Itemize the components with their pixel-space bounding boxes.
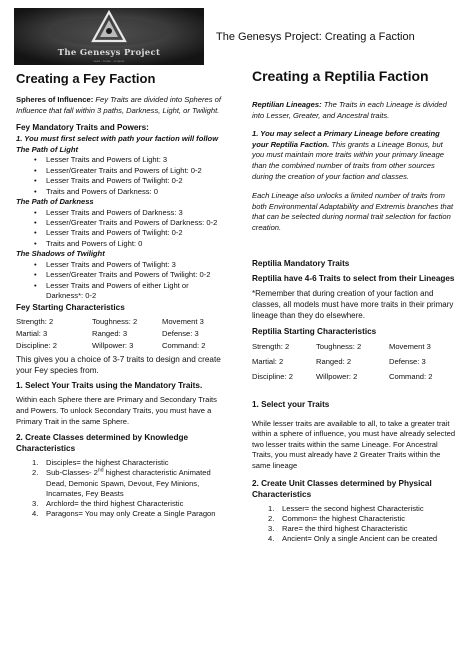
path-item: • Lesser Traits and Powers of Twilight: 0-2 <box>46 176 226 186</box>
stat: Movement 3 <box>162 317 204 327</box>
path-item: • Lesser/Greater Traits and Powers of Darkness: 0-2 <box>46 218 226 228</box>
fey-step1-text: Within each Sphere there are Primary and Secondary Traits and Powers. To unlock Secondary Traits, you must have a Primary Trait in the same Sphere. <box>16 395 217 426</box>
path-item: • Lesser Traits and Powers of Twilight: 3 <box>46 260 226 270</box>
fey-mandatory-heading: Fey Mandatory Traits and Powers: <box>16 123 149 133</box>
path-item: • Lesser/Greater Traits and Powers of Light: 0-2 <box>46 166 226 176</box>
reptilia-traits-heading: Reptilia have 4-6 Traits to select from their Lineages <box>252 273 455 283</box>
path-name: The Shadows of Twilight <box>16 249 105 259</box>
reptilia-primary-paragraph: 1. You may select a Primary Lineage before creating your Reptilia Faction. This grants a Lineage Bonus, but you must maintain more traits within your primary lineage than the combined number of traits from other sources during the creation of your faction and classes. <box>252 129 445 181</box>
stat: Martial: 2 <box>252 356 284 366</box>
fey-classes-list <box>16 458 226 519</box>
path-name: The Path of Light <box>16 144 79 154</box>
stat: Command: 2 <box>162 341 206 351</box>
fey-path-light <box>16 145 226 197</box>
fey-starting-heading: Fey Starting Characteristics <box>16 303 125 313</box>
stat: Movement 3 <box>389 341 431 351</box>
reptilia-step1-text: While lesser traits are available to all, to take a greater trait within a sphere of influence, you must have already selected two lesser traits within the same Lineage. For Ancestral Traits, you must already have 2 Greater Traits within the same lineage <box>252 418 456 470</box>
stat: Toughness: 2 <box>316 341 362 351</box>
reptilia-lineages-paragraph: Reptilian Lineages: The Traits in each Lineage is divided into Lesser, Greater, and Ancestral traits. <box>252 100 447 120</box>
stat: Martial: 3 <box>16 329 48 339</box>
reptilia-remember-text: *Remember that during creation of your faction and classes, all models must have more traits in their primary lineage than they do elsewhere. <box>252 288 454 320</box>
banner-subtitle: seed · create · conquer <box>93 59 125 63</box>
reptilia-extremis-paragraph: Each Lineage also unlocks a limited number of traits from both Environmental Adaptability and Extremis branches that that can be selected during normal trait selection for faction creation. <box>252 191 454 232</box>
reptilia-mandatory-heading: Reptilia Mandatory Traits <box>252 258 350 268</box>
list-item: 4. Paragons= You may only Create a Single Paragon <box>32 509 216 519</box>
page-header-title: The Genesys Project: Creating a Faction <box>216 31 415 43</box>
path-item: • Lesser Traits and Powers of Light: 3 <box>46 155 226 165</box>
path-item: • Lesser Traits and Powers of either Light or Darkness*: 0-2 <box>46 281 226 302</box>
list-item: 3. Rare= the third highest Characteristic <box>268 523 408 533</box>
fey-spheres-paragraph: Spheres of Influence: Fey Traits are divided into Spheres of Influence that fall within 3 paths, Darkness, Light, or Twilight. <box>16 95 221 115</box>
stat: Ranged: 2 <box>316 356 352 366</box>
stat: Willpower: 3 <box>92 341 134 351</box>
reptilia-starting-heading: Reptilia Starting Characteristics <box>252 326 377 336</box>
stat: Strength: 2 <box>16 317 54 327</box>
stat: Strength: 2 <box>252 341 290 351</box>
banner-title: The Genesys Project <box>57 48 161 58</box>
stat: Discipline: 2 <box>252 371 293 381</box>
list-item: 3. Archlord= the third highest Characteristic <box>32 499 184 509</box>
stat: Defense: 3 <box>162 329 199 339</box>
stat: Command: 2 <box>389 371 433 381</box>
path-item: • Lesser Traits and Powers of Darkness: 3 <box>46 208 226 218</box>
fey-stats-grid <box>16 316 226 352</box>
path-name: The Path of Darkness <box>16 197 94 206</box>
reptilia-step2-heading: 2. Create Unit Classes determined by Physical Characteristics <box>252 478 432 499</box>
stat: Discipline: 2 <box>16 341 57 351</box>
list-item: 1. Lesser= the second highest Characteristic <box>268 503 424 513</box>
list-item: 1. Disciples= the highest Characteristic <box>32 458 169 468</box>
stat: Defense: 3 <box>389 356 426 366</box>
reptilia-title: Creating a Reptilia Faction <box>252 68 429 84</box>
fey-choice-text: This gives you a choice of 3-7 traits to design and create your Fey species from. <box>16 355 221 376</box>
list-item: 2. Common= the highest Characteristic <box>268 513 406 523</box>
reptilia-section <box>252 67 457 544</box>
list-item: 4. Ancient= Only a single Ancient can be created <box>268 534 438 544</box>
reptilia-stats-grid <box>252 341 457 383</box>
path-item: • Lesser Traits and Powers of Twilight: 0-2 <box>46 228 226 238</box>
genesys-project-logo <box>14 8 204 65</box>
fey-mandatory-note: 1. You must first select with path your faction will follow <box>16 134 219 144</box>
fey-step1-heading: 1. Select Your Traits using the Mandatory Traits. <box>16 381 203 391</box>
stat: Toughness: 2 <box>92 317 138 327</box>
fey-step2-heading: 2. Create Classes determined by Knowledge Characteristics <box>16 433 188 454</box>
list-item: 2. Sub-Classes- 2nd highest characteristic Animated Dead, Demonic Spawn, Devout, Fey Minions, Incarnates, Fey Beasts <box>32 467 211 498</box>
reptilia-classes-list <box>252 504 457 545</box>
stat: Willpower: 2 <box>316 371 358 381</box>
fey-path-twilight <box>16 249 226 301</box>
reptilia-step1-heading: 1. Select your Traits <box>252 399 330 409</box>
path-item: • Lesser/Greater Traits and Powers of Twilight: 0-2 <box>46 270 226 280</box>
fey-path-darkness <box>16 197 226 249</box>
path-item: • Traits and Powers of Light: 0 <box>46 239 226 249</box>
path-item: • Traits and Powers of Darkness: 0 <box>46 187 226 197</box>
fey-section <box>16 70 226 519</box>
stat: Ranged: 3 <box>92 329 128 339</box>
fey-title: Creating a Fey Faction <box>16 71 156 86</box>
